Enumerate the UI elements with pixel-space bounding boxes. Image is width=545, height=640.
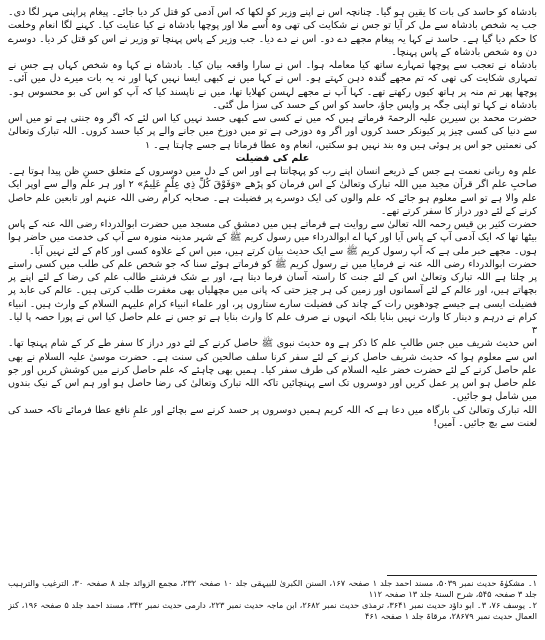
footnotes xyxy=(8,578,537,634)
body-text xyxy=(8,6,537,573)
paragraph: اللہ تبارک وتعالیٰ کی بارگاہ میں دعا ہے کہ اللہ کریم ہمیں دوسروں پر حسد کرنے سے بچائے اور علمِ نافع عطا فرمائے تاکہ حسد کی لعنت سے بچ جائیں۔ آمین! xyxy=(8,404,537,429)
footnote-divider xyxy=(387,575,537,576)
paragraph: حضرت محمد بن سیرین علیہ الرحمۃ فرماتے ہیں کہ میں نے کسی سے کبھی حسد نہیں کیا اس لئے کہ اگر وہ جنتی ہے تو میں اس سے دنیا کی کسی چیز پر کیونکر حسد کروں اور اگر وہ دوزخی ہے تو میں دوزخ میں جانے والے پر کیا حسد کروں۔ اللہ تبارک وتعالیٰ کی نعمتیں جو اس پر ہوئی ہیں وہ بند نہیں ہو سکتیں، انعام وہ عطا فرماتا ہے جسے چاہتا ہے۔ ۱ xyxy=(8,113,537,151)
section-heading: علم کی فضیلت xyxy=(235,152,310,164)
paragraph: حضرت ابوالدرداء رضی اللہ عنہ نے فرمایا میں نے رسول کریم ﷺ کو فرماتے ہوئے سنا کہ جو شخص علم کی طلب میں کسی راستے پر چلتا ہے اللہ تبارک وتعالیٰ اس کے لئے جنت کا راستہ آسان فرما دیتا ہے، اور بے شک فرشتے طالب علم کی رضا کے لئے اپنے پر بچھاتے ہیں، اور عالم کے لئے آسمانوں اور زمین کی ہر چیز حتی کہ پانی میں مچھلیاں بھی مغفرت طلب کرتی ہیں۔ عالم کی عابد پر فضیلت ایسی ہے جیسے چودھویں رات کے چاند کی فضیلت سارے ستاروں پر، اور علماء انبیاء کرام علیہم السلام کے وارث ہیں۔ انبیاء کرام نے درہم و دینار کا وارث نہیں بنایا بلکہ انہوں نے صرف علم کا وارث بنایا ہے تو جس نے علم حاصل کیا اس نے پورا حصہ پا لیا۔ ۳ xyxy=(8,258,537,336)
footnote: ۲۔ یوسف ۷۶، ۳۔ ابو داؤد حدیث نمبر ۳۶۴۱، ترمذی حدیث نمبر ۲۶۸۲، ابن ماجہ حدیث نمبر ۲۲۳، دارمی حدیث نمبر ۳۴۲، مسند احمد جلد ۵ صفحہ ۱۹۶، کنز العمال حدیث نمبر ۲۸۶۷۹، مرقاۃ جلد ۱ صفحہ ۴۶۱ xyxy=(8,600,537,621)
footnote: ۱۔ مشکوٰۃ حدیث نمبر ۵۰۳۹، مسند احمد جلد ۱ صفحہ ۱۶۷، السنن الکبریٰ للبیہقی جلد ۱۰ صفحہ ۲۳۲، مجمع الزوائد جلد ۸ صفحہ ۳۰، الترغیب والترہیب جلد ۳ صفحہ ۵۴۵، شرح السنۃ جلد ۱۳ صفحہ ۱۱۲ xyxy=(8,578,537,599)
paragraph: علم وہ ربانی نعمت ہے جس کے ذریعے انسان اپنے رب کو پہچانتا ہے اور اس کے دل میں دوسروں کے متعلق حسنِ ظن پیدا ہوتا ہے۔ صاحبِ علم اگر قرآن مجید میں اللہ تبارک وتعالیٰ کے اس فرمان کو پڑھے «وَفَوْقَ كُلِّ ذِي عِلْمٍ عَلِيمٌ» ۲ اور ہر علم والے سے اوپر ایک علم والا ہے تو اسے معلوم ہو جائے کہ علم والوں کی ایک دوسرے پر فضیلت ہے۔ صحابہ کرام رضی اللہ عنہم اور تابعین علم حاصل کرنے کے لئے دور دراز کا سفر کرتے تھے۔ xyxy=(8,166,537,217)
paragraph: بادشاہ کو حاسد کی بات کا یقین ہو گیا۔ چنانچہ اس نے اپنے وزیر کو لکھا کہ اس آدمی کو قتل کر دیا جائے۔ پیغام پراپنی مہر لگا دی۔ جب یہ شخص بادشاہ سے مل کر آیا تو جس نے شکایت کی تھی وہ اُسے ملا اور پوچھا بادشاہ نے کیا عنایت کیا۔ کہنے لگا انعام وخلعت کا حکم دیا گیا ہے۔ حاسد نے کہا یہ پیغام مجھے دے دو۔ اس نے دے دیا۔ جب وزیر کے پاس پہنچا تو وزیر نے اس کو قتل کر دیا۔ دوسرے دن وہ شخص بادشاہ کے پاس پہنچا۔ xyxy=(8,7,537,58)
paragraph: حضرت کثیر بن قیس رحمہ اللہ تعالیٰ سے روایت ہے فرماتے ہیں میں دمشق کی مسجد میں حضرت ابوالدرداء رضی اللہ عنہ کے پاس بیٹھا تھا کہ ایک آدمی آپ کے پاس آیا اور کہا اے ابوالدرداء میں رسول کریم ﷺ کے شہر مدینہ منورہ سے آپ کی خدمت میں حاضر ہوا ہوں۔ مجھے خبر ملی ہے کہ آپ رسول کریم ﷺ سے ایک حدیث بیان کرتے ہیں، میں اس کے علاوہ کسی اور کام کے لئے نہیں آیا۔ xyxy=(8,219,537,257)
paragraph: اس حدیث شریف میں جس طالبِ علم کا ذکر ہے وہ حدیث نبوی ﷺ حاصل کرنے کے لئے دور دراز کا سفر طے کر کے شام پہنچا تھا۔ اس سے معلوم ہوا کہ حدیث شریف حاصل کرنے کے لئے سفر کرنا سلف صالحین کی سنت ہے۔ حضرت موسیٰ علیہ السلام نے بھی علم حاصل کرنے کے لئے حضرت خضر علیہ السلام کی طرف سفر کیا۔ ہمیں بھی چاہئے کہ علم حاصل کرنے میں کوشش کریں اور جو علم حاصل ہو اس پر عمل کریں اور دوسروں تک اسے پہنچائیں تاکہ اللہ تبارک وتعالیٰ کی رضا حاصل ہو اور ہم اس کے نیک بندوں میں شامل ہو جائیں۔ xyxy=(8,338,537,403)
paragraph: بادشاہ نے تعجب سے پوچھا تمہارے ساتھ کیا معاملہ ہوا۔ اس نے سارا واقعہ بیان کیا۔ بادشاہ نے کہا وہ شخص کہاں ہے جس نے تمہاری شکایت کی تھی کہ تم مجھے گندہ دہن کہتے ہو۔ اس نے کہا میں نے کبھی ایسا نہیں کہا اور نہ یہ بات میرے دل میں آئی۔ پوچھا پھر تم منہ پر ہاتھ کیوں رکھتے تھے۔ کہا آپ نے مجھے لہسن کھلایا تھا، میں نے ناپسند کیا کہ آپ کو اس کی بو محسوس ہو۔ بادشاہ نے کہا تو اپنی جگہ پر واپس جاؤ، حاسد کو اس کے حسد کی سزا مل گئی۔ xyxy=(8,60,537,111)
